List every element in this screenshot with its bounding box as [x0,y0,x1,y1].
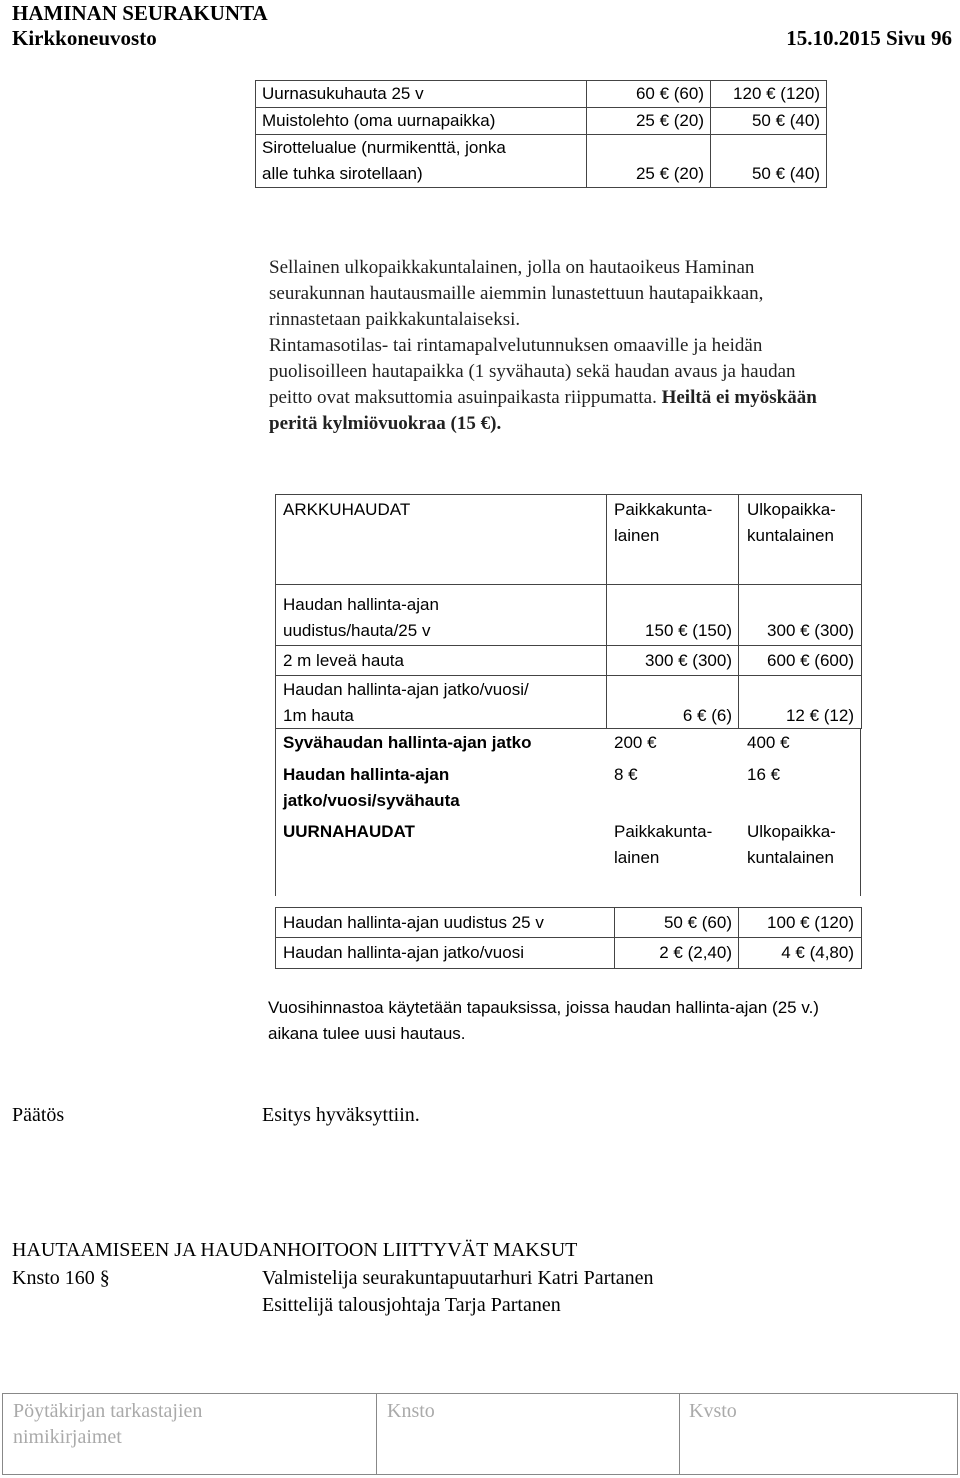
row-divider [275,675,861,676]
row-label: 2 m leveä hauta [283,651,404,670]
resident-paragraph [269,255,817,437]
row-nonlocal: 300 € (300) [767,621,854,640]
row-local: 150 € (150) [645,621,732,640]
row-nonlocal: 100 € (120) [767,913,854,932]
decision-label: Päätös [12,1104,65,1126]
header-line: Ulkopaikka- [747,500,836,519]
label-line: Haudan hallinta-ajan jatko/vuosi/ [283,680,529,699]
paragraph-line: Sellainen ulkopaikkakuntalainen, jolla on hautaoikeus Haminan [269,257,755,278]
header-line: kuntalainen [747,848,834,867]
label-line: uudistus/hauta/25 v [283,621,431,640]
paragraph-line: Rintamasotilas- tai rintamapalvelutunnuksen omaaville ja heidän [269,335,763,356]
preparer: Valmistelija seurakuntapuutarhuri Katri Partanen [262,1267,654,1289]
header-line: Ulkopaikka- [747,822,836,841]
note-line: aikana tulee uusi hautaus. [268,1024,466,1043]
divider [606,494,607,583]
table-row [256,135,827,188]
row-label [283,592,439,644]
uurna-heading: UURNAHAUDAT [283,822,415,841]
footer-cell-signers [3,1394,377,1474]
col-nonlocal-header [747,497,836,549]
row-label: Haudan hallinta-ajan uudistus 25 v [283,913,544,932]
footer-line: nimikirjaimet [13,1426,122,1448]
signers-label [13,1398,202,1450]
kvsto-label: Kvsto [689,1400,737,1422]
row-divider [275,937,861,938]
footer-cell-knsto [377,1394,680,1474]
divider [614,907,615,968]
paragraph-bold-text: Heiltä ei myöskään [661,387,817,408]
next-item-number: Knsto 160 § [12,1267,110,1289]
row-local: 200 € [614,733,657,752]
knsto-label: Knsto [387,1400,435,1422]
label-line: 1m hauta [283,706,354,725]
fee-label: Uurnasukuhauta 25 v [256,81,587,108]
row-nonlocal: 600 € (600) [767,651,854,670]
col-nonlocal-header [747,819,836,871]
table-row [256,81,827,108]
row-local: 50 € (60) [663,913,732,932]
row-label [283,762,460,814]
fee-local: 25 € (20) [587,135,711,188]
header-line: lainen [614,848,660,867]
row-local: 8 € [614,765,638,784]
row-label: Haudan hallinta-ajan jatko/vuosi [283,943,524,962]
fee-label-line: alle tuhka sirotellaan) [262,164,423,183]
fee-nonlocal: 120 € (120) [711,81,827,108]
row-label: Syvähaudan hallinta-ajan jatko [283,733,532,752]
fee-local: 25 € (20) [587,108,711,135]
urn-fees-table [255,80,827,188]
paragraph-line: rinnastetaan paikkakuntalaiseksi. [269,309,521,330]
row-nonlocal: 4 € (4,80) [781,943,854,962]
paragraph-line: peritä kylmiövuokraa (15 €). [269,413,502,434]
frame-left [275,728,276,896]
label-line: jatko/vuosi/syvähauta [283,791,460,810]
note-line: Vuosihinnastoa käytetään tapauksissa, joissa haudan hallinta-ajan (25 v.) [268,998,819,1017]
row-nonlocal: 16 € [747,765,781,784]
footer-line: Pöytäkirjan tarkastajien [13,1400,203,1422]
divider [606,583,607,728]
header-line: kuntalainen [747,526,834,545]
row-nonlocal: 12 € (12) [785,706,854,725]
row-nonlocal: 400 € [747,733,790,752]
row-local: 2 € (2,40) [659,943,732,962]
label-line: Haudan hallinta-ajan [283,595,439,614]
decision-text: Esitys hyväksyttiin. [262,1104,420,1126]
col-local-header [614,497,712,549]
organization-name: HAMINAN SEURAKUNTA [12,1,268,25]
fee-local: 60 € (60) [587,81,711,108]
label-line: Haudan hallinta-ajan [283,765,450,784]
signature-footer [2,1393,958,1475]
header-line: Paikkakunta- [614,500,713,519]
divider [738,907,739,968]
arkku-heading: ARKKUHAUDAT [283,500,411,519]
row-local: 300 € (300) [645,651,732,670]
row-divider [275,645,861,646]
header-line: Paikkakunta- [614,822,713,841]
header-line: lainen [614,526,660,545]
fee-nonlocal: 50 € (40) [711,135,827,188]
yearly-pricing-note [268,995,819,1047]
col-local-header [614,819,712,871]
fee-label: Muistolehto (oma uurnapaikka) [256,108,587,135]
paragraph-line: puolisoilleen hautapaikka (1 syvähauta) sekä haudan avaus ja haudan [269,361,796,382]
fee-nonlocal: 50 € (40) [711,108,827,135]
next-item-title: HAUTAAMISEEN JA HAUDANHOITOON LIITTYVÄT MAKSUT [12,1239,578,1261]
fee-label-line: Sirottelualue (nurmikenttä, jonka [262,138,506,157]
paragraph-line [269,385,817,411]
fee-label [256,135,587,188]
meeting-body: Kirkkoneuvosto [12,26,157,50]
date-page: 15.10.2015 Sivu 96 [786,26,952,50]
presenter: Esittelijä talousjohtaja Tarja Partanen [262,1294,561,1316]
row-label [283,677,529,729]
table-row [256,108,827,135]
frame-right [860,728,861,896]
divider [738,494,739,583]
row-local: 6 € (6) [682,706,732,725]
paragraph-line: seurakunnan hautausmaille aiemmin lunastettuun hautapaikkaan, [269,283,764,304]
divider [738,583,739,728]
paragraph-text: peitto ovat maksuttomia asuinpaikasta riippumatta. [269,387,662,408]
